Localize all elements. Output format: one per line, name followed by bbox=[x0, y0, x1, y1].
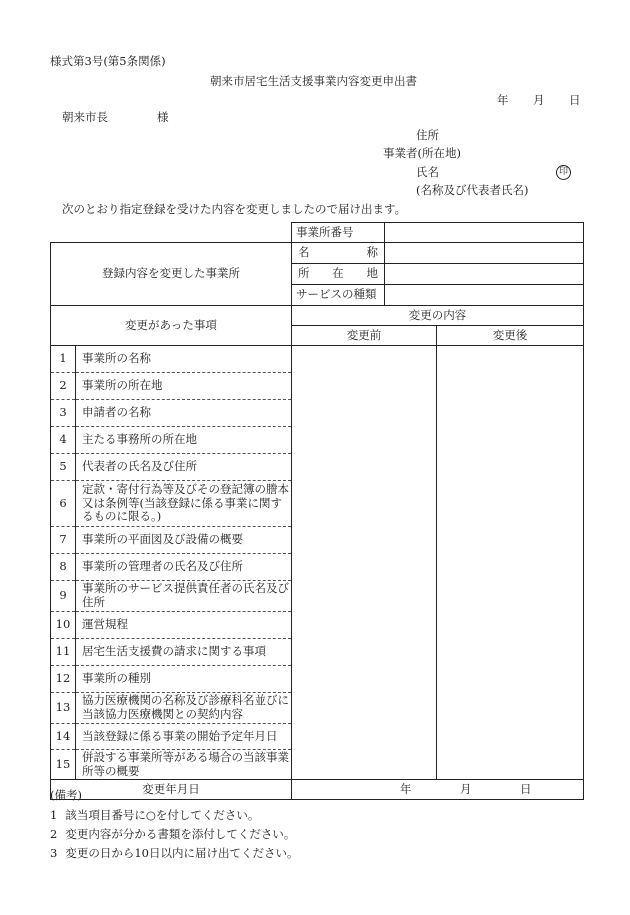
changed-items-label: 変更があった事項 bbox=[51, 306, 292, 346]
blank-corner bbox=[51, 223, 292, 243]
item-text: 定款・寄付行為等及びその登記簿の謄本又は条例等(当該登録に係る事業に関するものに限る。) bbox=[76, 481, 292, 527]
item-text: 協力医療機関の名称及び診療科名並びに当該協力医療機関との契約内容 bbox=[76, 693, 292, 724]
item-text: 代表者の氏名及び住所 bbox=[76, 454, 292, 481]
item-text: 事業所の種別 bbox=[76, 666, 292, 693]
office-number-label: 事業所番号 bbox=[292, 223, 385, 243]
item-number: 4 bbox=[51, 427, 76, 454]
item-text: 事業所の管理者の氏名及び住所 bbox=[76, 554, 292, 581]
item-text: 居宅生活支援費の請求に関する事項 bbox=[76, 639, 292, 666]
after-label: 変更後 bbox=[437, 326, 584, 346]
service-type-field[interactable] bbox=[385, 285, 584, 306]
name-note: (名称及び代表者氏名) bbox=[416, 183, 529, 197]
change-date-row bbox=[51, 780, 584, 800]
before-content-field[interactable] bbox=[292, 346, 437, 780]
item-number: 1 bbox=[51, 346, 76, 373]
document-title: 朝来市居宅生活支援事業内容変更申出書 bbox=[210, 74, 417, 88]
change-content-label: 変更の内容 bbox=[292, 306, 584, 326]
seal-glyph: 印 bbox=[556, 165, 571, 180]
item-number: 12 bbox=[51, 666, 76, 693]
remark-text: 該当項目番号に○を付してください。 bbox=[65, 808, 260, 822]
date-year-label: 年 bbox=[497, 93, 509, 107]
change-date-month: 月 bbox=[460, 782, 472, 796]
item-text: 運営規程 bbox=[76, 612, 292, 639]
office-location-label: 所 在 地 bbox=[292, 264, 385, 285]
intro-text: 次のとおり指定登録を受けた内容を変更しましたので届け出ます。 bbox=[62, 202, 407, 216]
item-text: 事業所の名称 bbox=[76, 346, 292, 373]
item-number: 14 bbox=[51, 724, 76, 750]
item-number: 10 bbox=[51, 612, 76, 639]
remark-item bbox=[50, 829, 295, 841]
addressee-honorific: 様 bbox=[157, 110, 169, 124]
item-number: 2 bbox=[51, 373, 76, 400]
date-month-label: 月 bbox=[533, 93, 545, 107]
item-text: 事業所のサービス提供責任者の氏名及び住所 bbox=[76, 581, 292, 612]
change-date-label: 変更年月日 bbox=[51, 780, 292, 800]
before-label: 変更前 bbox=[292, 326, 437, 346]
item-text: 当該登録に係る事業の開始予定年月日 bbox=[76, 724, 292, 750]
table-row bbox=[51, 346, 584, 373]
form-number: 様式第3号(第5条関係) bbox=[50, 54, 166, 68]
service-type-label: サービスの種類 bbox=[292, 285, 385, 306]
office-name-field[interactable] bbox=[385, 243, 584, 264]
item-number: 9 bbox=[51, 581, 76, 612]
remark-number: 3 bbox=[50, 846, 58, 860]
business-label: 事業者(所在地) bbox=[383, 146, 461, 160]
item-number: 11 bbox=[51, 639, 76, 666]
office-number-row bbox=[51, 223, 584, 243]
remark-text: 変更の日から10日以内に届け出てください。 bbox=[65, 846, 299, 860]
change-date-field[interactable] bbox=[292, 780, 584, 800]
after-content-field[interactable] bbox=[437, 346, 584, 780]
item-text: 主たる事務所の所在地 bbox=[76, 427, 292, 454]
seal-mark bbox=[556, 165, 571, 180]
office-name-label: 名 称 bbox=[292, 243, 385, 264]
remark-item bbox=[50, 848, 298, 860]
registered-office-label: 登録内容を変更した事業所 bbox=[51, 243, 292, 306]
item-text: 事業所の平面図及び設備の概要 bbox=[76, 527, 292, 554]
addressee-name: 朝来市長 bbox=[62, 110, 108, 124]
date-day-label: 日 bbox=[569, 93, 581, 107]
item-text: 事業所の所在地 bbox=[76, 373, 292, 400]
item-text: 申請者の名称 bbox=[76, 400, 292, 427]
item-number: 7 bbox=[51, 527, 76, 554]
office-location-field[interactable] bbox=[385, 264, 584, 285]
item-number: 13 bbox=[51, 693, 76, 724]
item-number: 5 bbox=[51, 454, 76, 481]
remark-item bbox=[50, 810, 259, 822]
remarks-heading: (備考) bbox=[50, 788, 82, 802]
change-date-day: 日 bbox=[520, 782, 532, 796]
office-number-input[interactable] bbox=[385, 223, 584, 243]
change-form-table bbox=[50, 222, 584, 800]
item-number: 15 bbox=[51, 750, 76, 780]
name-label: 氏名 bbox=[416, 165, 439, 179]
item-number: 6 bbox=[51, 481, 76, 527]
item-number: 3 bbox=[51, 400, 76, 427]
item-text: 併設する事業所等がある場合の当該事業所等の概要 bbox=[76, 750, 292, 780]
change-date-year: 年 bbox=[400, 782, 412, 796]
remark-number: 1 bbox=[50, 808, 58, 822]
address-label: 住所 bbox=[416, 128, 439, 142]
remark-text: 変更内容が分かる書類を添付してください。 bbox=[65, 827, 296, 841]
item-number: 8 bbox=[51, 554, 76, 581]
remark-number: 2 bbox=[50, 827, 58, 841]
